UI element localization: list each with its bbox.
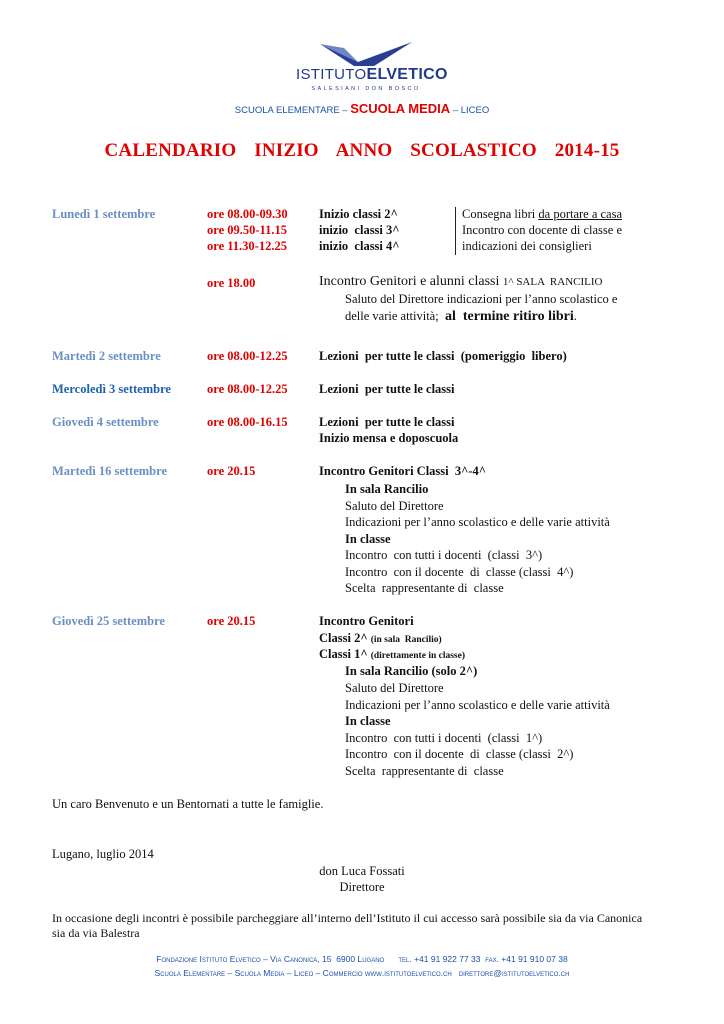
logo-wordmark: ISTITUTOELVETICO — [296, 66, 448, 83]
divider-line — [455, 207, 456, 255]
event-thu25-7: In classe — [345, 714, 391, 728]
day-label-mon1: Lunedì 1 settembre — [52, 207, 156, 221]
event-mon1-4-line2: Saluto del Direttore indicazioni per l’anno scolastico e — [345, 292, 618, 306]
footer-address: Fondazione Istituto Elvetico – Via Canonica, 15 6900 Lugano tel. +41 91 922 77 33 fax. +41 91 910 07 38 — [156, 954, 568, 964]
event-thu4-1: Lezioni per tutte le classi — [319, 415, 455, 429]
event-thu25-8: Incontro con tutti i docenti (classi 1^) — [345, 731, 543, 745]
time-tue2: ore 08.00-12.25 — [207, 349, 288, 363]
event-mon1-4-line3: delle varie attività; al termine ritiro libri. — [345, 309, 577, 324]
parking-note-1: In occasione degli incontri è possibile parcheggiare all’interno dell’Istituto il cui accesso sarà possibile sia da via Canonica — [52, 911, 643, 925]
event-thu25-2: Classi 2^ (in sala Rancilio) — [319, 631, 442, 645]
event-thu25-3: Classi 1^ (direttamente in classe) — [319, 647, 465, 661]
event-tue2: Lezioni per tutte le classi (pomeriggio libero) — [319, 349, 567, 363]
school-line: SCUOLA ELEMENTARE – SCUOLA MEDIA – LICEO — [234, 101, 490, 116]
note-teacher: Incontro con docente di classe e — [462, 223, 623, 237]
event-thu25-10: Scelta rappresentante di classe — [345, 764, 504, 778]
event-tue16-1: Incontro Genitori Classi 3^-4^ — [319, 464, 487, 478]
event-mon1-4: Incontro Genitori e alunni classi 1^ SALA RANCILIO — [319, 274, 603, 289]
time-mon1-3: ore 11.30-12.25 — [207, 239, 287, 253]
event-mon1-3: inizio classi 4^ — [319, 239, 400, 253]
event-tue16-7: Incontro con il docente di classe (classi 4^) — [345, 565, 574, 579]
time-thu4: ore 08.00-16.15 — [207, 415, 288, 429]
day-label-thu25: Giovedì 25 settembre — [52, 614, 165, 628]
event-tue16-6: Incontro con tutti i docenti (classi 3^) — [345, 548, 543, 562]
time-tue16: ore 20.15 — [207, 464, 256, 478]
event-thu25-1: Incontro Genitori — [319, 614, 414, 628]
page-title: CALENDARIO INIZIO ANNO SCOLASTICO 2014-15 — [104, 140, 620, 161]
event-tue16-2: In sala Rancilio — [345, 482, 429, 496]
note-counselors: indicazioni dei consiglieri — [462, 239, 592, 253]
event-tue16-3: Saluto del Direttore — [345, 499, 444, 513]
wing-icon — [318, 40, 414, 68]
event-mon1-1: Inizio classi 2^ — [319, 207, 398, 221]
event-tue16-4: Indicazioni per l’anno scolastico e delle varie attività — [345, 515, 610, 529]
day-label-wed3: Mercoledì 3 settembre — [52, 382, 171, 396]
note-books: Consegna libri da portare a casa — [462, 207, 623, 221]
footer-contacts: Scuola Elementare – Scuola Media – Liceo – Commercio www.istitutoelvetico.ch direttore@istitutoelvetico.ch — [154, 968, 570, 978]
signer-name: don Luca Fossati — [319, 864, 405, 878]
welcome-text: Un caro Benvenuto e un Bentornati a tutte le famiglie. — [52, 797, 324, 811]
parking-note-2: sia da via Balestra — [52, 926, 140, 940]
event-thu25-4: In sala Rancilio (solo 2^) — [345, 664, 478, 678]
event-thu4-2: Inizio mensa e doposcuola — [319, 431, 459, 445]
time-mon1-4: ore 18.00 — [207, 276, 256, 290]
event-thu25-5: Saluto del Direttore — [345, 681, 444, 695]
event-thu25-6: Indicazioni per l’anno scolastico e delle varie attività — [345, 698, 610, 712]
event-thu25-9: Incontro con il docente di classe (classi 2^) — [345, 747, 574, 761]
event-tue16-5: In classe — [345, 532, 391, 546]
day-label-thu4: Giovedì 4 settembre — [52, 415, 159, 429]
place-date: Lugano, luglio 2014 — [52, 847, 154, 861]
logo — [296, 40, 448, 102]
time-mon1-1: ore 08.00-09.30 — [207, 207, 288, 221]
time-thu25: ore 20.15 — [207, 614, 256, 628]
event-tue16-8: Scelta rappresentante di classe — [345, 581, 504, 595]
day-label-tue16: Martedì 16 settembre — [52, 464, 168, 478]
day-label-tue2: Martedì 2 settembre — [52, 349, 161, 363]
event-wed3: Lezioni per tutte le classi — [319, 382, 455, 396]
time-wed3: ore 08.00-12.25 — [207, 382, 288, 396]
signer-role: Direttore — [339, 880, 385, 894]
event-mon1-2: inizio classi 3^ — [319, 223, 400, 237]
time-mon1-2: ore 09.50-11.15 — [207, 223, 287, 237]
logo-subtitle: SALESIANI DON BOSCO — [311, 86, 421, 92]
